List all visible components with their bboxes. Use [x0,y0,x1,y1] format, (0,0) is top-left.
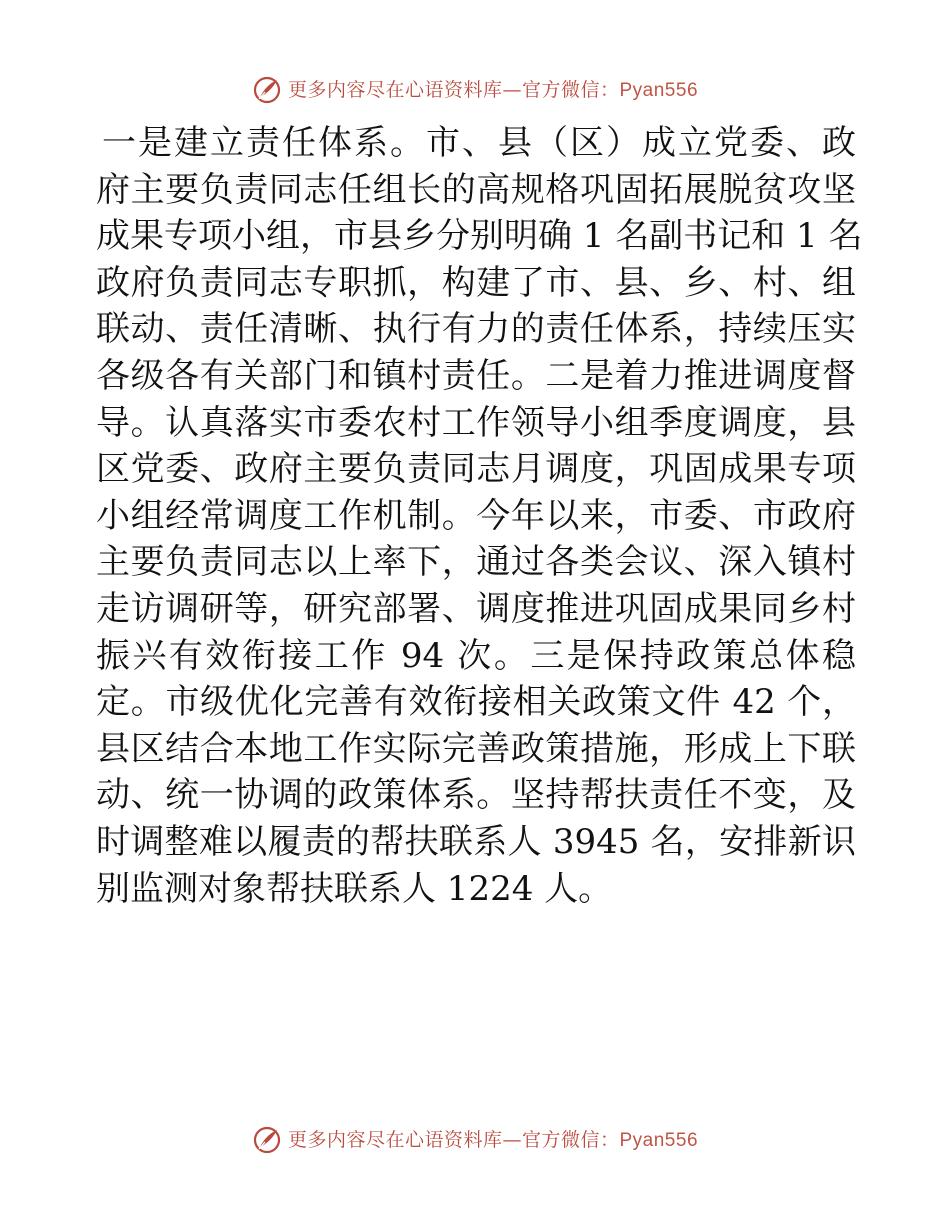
footer-watermark [0,1122,950,1158]
text-line: 政府负责同志专职抓，构建了市、县、乡、村、组 [96,262,856,303]
feather-pen-logo-icon [252,75,282,105]
text-line: 动、统一协调的政策体系。坚持帮扶责任不变，及 [96,775,856,816]
text-line: 小组经常调度工作机制。今年以来，市委、市政府 [96,495,856,536]
feather-pen-logo-icon [252,1125,282,1155]
text-line: 导。认真落实市委农村工作领导小组季度调度，县 [96,402,856,443]
text-line: 各级各有关部门和镇村责任。二是着力推进调度督 [96,355,856,396]
text-line: 区党委、政府主要负责同志月调度，巩固成果专项 [96,449,856,490]
text-line: 走访调研等，研究部署、调度推进巩固成果同乡村 [96,588,856,629]
watermark-text [287,1128,699,1151]
watermark-brand: 更多内容尽在心语资料库 [287,78,503,101]
text-line: 府主要负责同志任组长的高规格巩固拓展脱贫攻坚 [96,169,856,210]
watermark-dash: — [502,1128,522,1151]
watermark-wechat-label: 官方微信： [521,78,620,101]
text-line: 时调整难以履责的帮扶联系人 3945 名，安排新识 [96,821,856,862]
watermark-brand: 更多内容尽在心语资料库 [287,1128,503,1151]
text-line: 别监测对象帮扶联系人 1224 人。 [96,868,613,909]
watermark-account: Pyan556 [619,1129,699,1151]
text-line: 一是建立责任体系。市、县（区）成立党委、政 [102,123,856,163]
watermark-text [287,78,699,101]
text-line: 主要负责同志以上率下，通过各类会议、深入镇村 [96,542,856,583]
text-line: 联动、责任清晰、执行有力的责任体系，持续压实 [96,309,856,350]
text-line: 定。市级优化完善有效衔接相关政策文件 42 个， [96,682,856,723]
watermark-dash: — [502,78,522,101]
watermark-account: Pyan556 [619,79,699,101]
document-body [96,120,863,912]
text-line: 成果专项小组，市县乡分别明确 1 名副书记和 1 名 [96,216,863,257]
watermark-wechat-label: 官方微信： [521,1128,620,1151]
text-line: 县区结合本地工作实际完善政策措施，形成上下联 [96,728,856,769]
header-watermark [0,72,950,108]
text-line: 振兴有效衔接工作 94 次。三是保持政策总体稳 [96,635,856,676]
